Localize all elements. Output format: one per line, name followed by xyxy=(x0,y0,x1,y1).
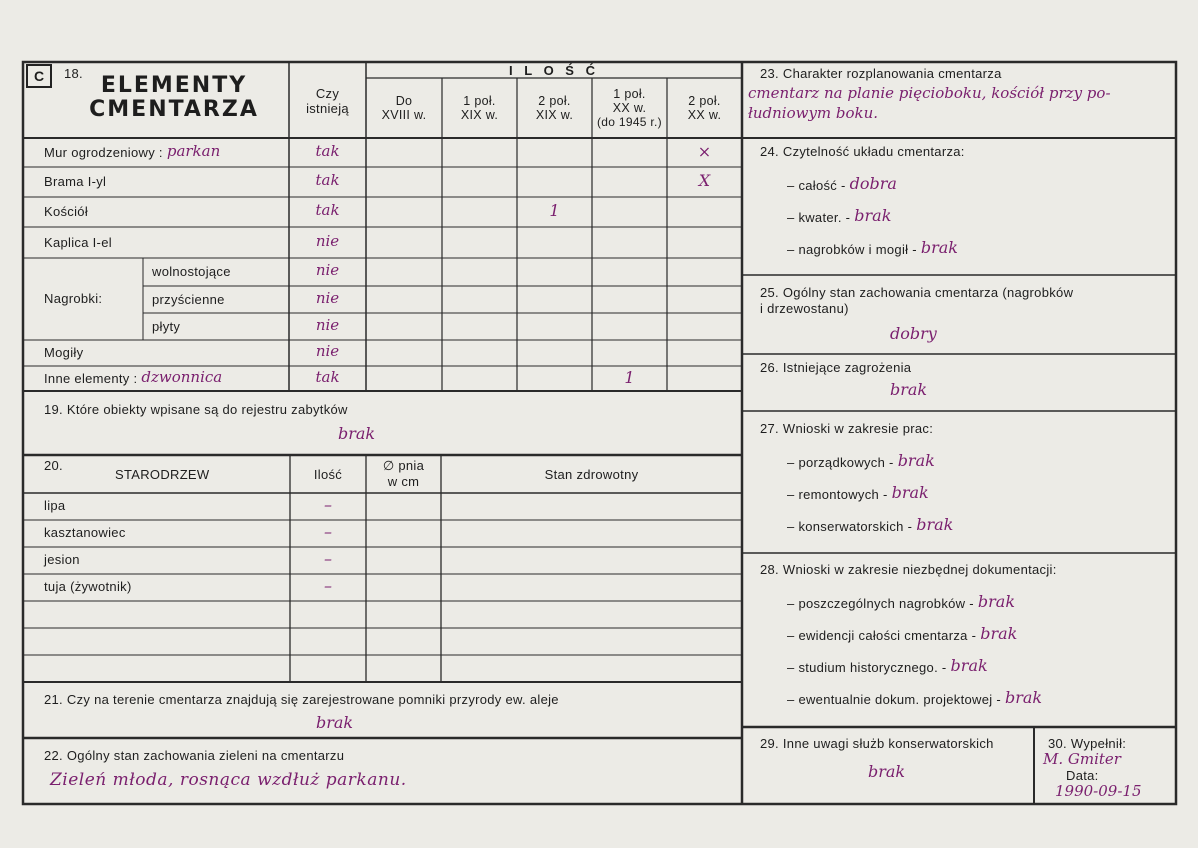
element-row-label: wolnostojące xyxy=(152,264,231,279)
element-row-mark: 1 xyxy=(624,367,635,387)
element-row-exists: tak xyxy=(315,201,340,219)
elements-title-line1: ELEMENTY xyxy=(100,73,248,98)
q24-item-answer: brak xyxy=(854,206,892,225)
q20-title: STARODRZEW xyxy=(115,467,210,482)
element-row-exists: tak xyxy=(315,141,340,160)
element-row-label: przyścienne xyxy=(152,291,225,307)
tree-count: – xyxy=(324,522,332,541)
period-header-line1: 1 poł. xyxy=(463,94,496,108)
element-row-exists: tak xyxy=(315,171,340,189)
element-row-mark: 1 xyxy=(549,201,560,220)
q25-answer: dobry xyxy=(890,324,937,343)
czy-line1: Czy xyxy=(315,86,340,101)
tree-name: kasztanowiec xyxy=(44,525,126,540)
q29-question: 29. Inne uwagi służb konserwatorskich xyxy=(760,736,994,751)
q28-item-label: – ewidencji całości cmentarza - xyxy=(787,628,977,643)
czy-line2: istnieją xyxy=(306,101,349,116)
period-header-line2: XVIII w. xyxy=(381,108,427,122)
tree-name: jesion xyxy=(44,552,80,567)
q28-item-answer: brak xyxy=(950,656,988,675)
period-header-line2: XIX w. xyxy=(460,108,499,122)
q27-item-answer: brak xyxy=(897,451,935,470)
q24-item-answer: brak xyxy=(920,238,958,257)
q23-answer-line1: cmentarz na planie pięcioboku, kościół przy po- xyxy=(748,84,1111,102)
element-row-label: Inne elementy : xyxy=(44,370,138,386)
tree-count: – xyxy=(324,549,332,568)
element-row-label: Kaplica I-el xyxy=(44,234,112,250)
q20-col-pnia-l2: w cm xyxy=(387,474,420,489)
period-header-line1: 2 poł. xyxy=(538,94,571,108)
q20-number: 20. xyxy=(44,458,63,473)
q27-item-answer: brak xyxy=(891,483,929,502)
q26-answer: brak xyxy=(890,380,928,399)
q27-item-label: – konserwatorskich - xyxy=(787,519,913,534)
period-header-line1: Do xyxy=(395,94,413,108)
q28-item-label: – ewentualnie dokum. projektowej - xyxy=(787,692,1001,707)
element-row-mark: X xyxy=(698,171,711,190)
elements-title-line2: CMENTARZA xyxy=(89,97,259,122)
elements-title xyxy=(84,74,264,122)
element-row-exists: nie xyxy=(315,288,340,307)
q22-question: 22. Ogólny stan zachowania zieleni na cmentarzu xyxy=(44,748,345,763)
q20-col-pnia xyxy=(366,458,441,490)
q26-question: 26. Istniejące zagrożenia xyxy=(760,360,912,375)
element-row-exists: nie xyxy=(315,315,340,334)
q20-col-ilosc: Ilość xyxy=(313,467,343,482)
q29-answer: brak xyxy=(868,762,906,781)
tree-count: – xyxy=(324,495,332,514)
element-row-exists: nie xyxy=(315,342,340,360)
element-row-label: Mur ogrodzeniowy : xyxy=(44,144,163,160)
element-row-note: parkan xyxy=(166,141,221,160)
q24-item-label: – kwater. - xyxy=(787,210,851,225)
q27-item-label: – remontowych - xyxy=(787,487,888,502)
period-header-line1: 2 poł. xyxy=(688,94,721,108)
q21-answer: brak xyxy=(316,713,354,732)
ilosc-header: I L O Ś Ć xyxy=(509,63,599,78)
element-row-note: dzwonnica xyxy=(141,367,223,386)
period-header-line2: XX w. xyxy=(612,101,647,115)
element-row-exists: tak xyxy=(315,367,340,386)
q28-item-label: – studium historycznego. - xyxy=(787,660,947,675)
element-row-label: płyty xyxy=(152,318,181,334)
q28-item-answer: brak xyxy=(1004,688,1043,707)
q24-question: 24. Czytelność układu cmentarza: xyxy=(760,144,965,159)
element-row-label: Kościół xyxy=(44,204,89,219)
period-header-line2: XX w. xyxy=(687,108,722,122)
q20-col-pnia-l1: ∅ pnia xyxy=(382,458,425,473)
q28-item-answer: brak xyxy=(977,592,1016,611)
q23-answer-line2: łudniowym boku. xyxy=(748,104,879,122)
q27-question: 27. Wnioski w zakresie prac: xyxy=(760,421,934,436)
q20-col-stan: Stan zdrowotny xyxy=(544,467,639,482)
section-18-number: 18. xyxy=(64,66,83,81)
czy-istnieja-header xyxy=(289,86,366,116)
period-header-line1: 1 poł. xyxy=(613,87,646,101)
q24-item-label: – całość - xyxy=(787,178,846,193)
element-row-exists: nie xyxy=(315,261,340,279)
period-header-line3: (do 1945 r.) xyxy=(597,115,662,129)
q30-date: 1990-09-15 xyxy=(1055,782,1142,800)
tree-name: tuja (żywotnik) xyxy=(44,579,132,594)
q30-label: 30. Wypełnił: xyxy=(1048,736,1127,751)
q27-item-answer: brak xyxy=(916,515,954,534)
tree-name: lipa xyxy=(44,498,66,513)
q22-answer: Zieleń młoda, rosnąca wzdłuż parkanu. xyxy=(50,770,407,790)
section-c-box: C xyxy=(26,64,52,88)
element-row-exists: nie xyxy=(315,231,340,250)
q19-question: 19. Które obiekty wpisane są do rejestru zabytków xyxy=(44,402,348,417)
q28-question: 28. Wnioski w zakresie niezbędnej dokumentacji: xyxy=(760,562,1057,577)
q24-item-label: – nagrobków i mogił - xyxy=(787,242,917,257)
element-row-mark: × xyxy=(697,141,712,161)
q23-question: 23. Charakter rozplanowania cmentarza xyxy=(760,66,1002,81)
q24-item-answer: dobra xyxy=(849,174,897,193)
q28-item-label: – poszczególnych nagrobków - xyxy=(787,596,974,611)
q30-name: M. Gmiter xyxy=(1043,750,1121,768)
q27-item-label: – porządkowych - xyxy=(787,455,894,470)
element-row-label: Brama I-yl xyxy=(44,174,107,189)
q30-date-label: Data: xyxy=(1066,768,1099,783)
period-header-line2: XIX w. xyxy=(535,108,574,122)
q25-question-line1: 25. Ogólny stan zachowania cmentarza (nagrobków xyxy=(760,285,1074,300)
tree-count: – xyxy=(324,576,332,595)
q19-answer: brak xyxy=(338,424,376,443)
q28-item-answer: brak xyxy=(980,624,1018,643)
element-row-label: Mogiły xyxy=(44,345,84,360)
nagrobki-label: Nagrobki: xyxy=(44,291,103,306)
q25-question-line2: i drzewostanu) xyxy=(760,301,849,316)
q21-question: 21. Czy na terenie cmentarza znajdują się zarejestrowane pomniki przyrody ew. aleje xyxy=(44,692,559,707)
